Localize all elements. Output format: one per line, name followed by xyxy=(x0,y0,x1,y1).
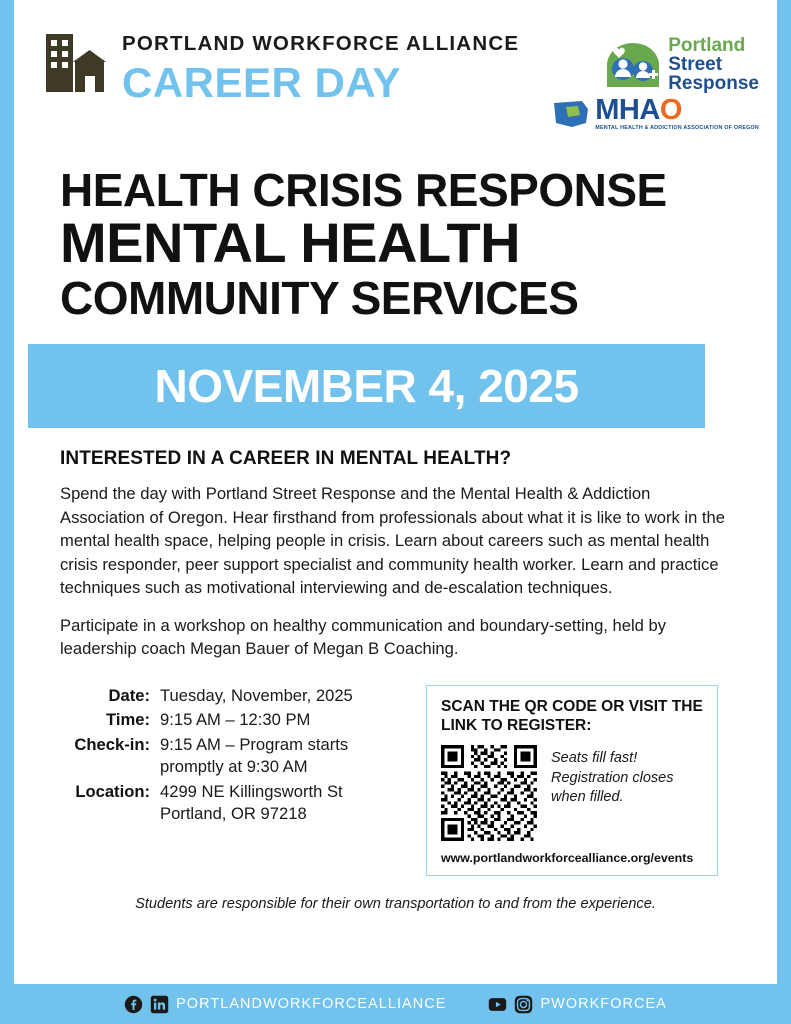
body-paragraph-2: Participate in a workshop on healthy communication and boundary-setting, held by leadership coach Megan Bauer of Megan B Coaching. xyxy=(60,615,667,659)
flyer-content xyxy=(14,0,777,1024)
psr-line3: Response xyxy=(668,73,759,94)
detail-label: Check-in: xyxy=(74,734,150,754)
registration-qr-card xyxy=(426,685,718,876)
detail-label: Time: xyxy=(106,710,150,730)
detail-value xyxy=(160,734,348,779)
headline-block xyxy=(14,140,777,324)
flyer-header xyxy=(14,0,777,140)
youtube-icon[interactable] xyxy=(488,995,507,1014)
portland-street-response-logo xyxy=(605,36,759,93)
social-footer xyxy=(0,984,791,1024)
partner-logos xyxy=(552,32,759,131)
mhao-acronym: MHAO xyxy=(595,94,682,127)
detail-value-text: 9:15 AM – Program starts xyxy=(160,734,349,754)
mhao-fullname: MENTAL HEALTH & ADDICTION ASSOCIATION OF OREGON xyxy=(595,124,759,131)
body-copy xyxy=(14,428,777,661)
footer-handle-1[interactable]: PORTLANDWORKFORCEALLIANCE xyxy=(176,996,447,1012)
oregon-state-icon xyxy=(552,97,590,131)
detail-value-text: Tuesday, November, 2025 xyxy=(160,686,353,705)
mhao-wordmark xyxy=(595,94,759,131)
detail-row-checkin xyxy=(68,734,412,779)
detail-row-location xyxy=(68,781,412,826)
detail-value xyxy=(160,781,343,826)
psr-mark-icon xyxy=(605,41,661,89)
qr-card-body xyxy=(441,745,705,841)
detail-label: Date: xyxy=(108,686,150,705)
registration-url[interactable]: www.portlandworkforcealliance.org/events xyxy=(441,851,694,866)
headline-line-3: COMMUNITY SERVICES xyxy=(60,271,579,324)
detail-value xyxy=(160,685,353,707)
psr-wordmark xyxy=(668,36,759,93)
instagram-icon[interactable] xyxy=(514,995,533,1014)
qr-code-icon[interactable] xyxy=(441,745,537,841)
body-subheading: INTERESTED IN A CAREER IN MENTAL HEALTH? xyxy=(60,448,512,470)
detail-value-text-2: Portland, OR 97218 xyxy=(160,803,307,823)
event-date: NOVEMBER 4, 2025 xyxy=(154,360,579,413)
footer-handle-2[interactable]: PWORKFORCEA xyxy=(540,996,667,1012)
footer-group-2 xyxy=(488,995,666,1014)
event-details-list xyxy=(60,685,412,827)
headline-line-1: HEALTH CRISIS RESPONSE xyxy=(60,164,667,216)
detail-row-date xyxy=(68,685,412,707)
body-paragraph-1: Spend the day with Portland Street Response and the Mental Health & Addiction Association of Oregon. Hear firsthand from professionals about what it is like to work in the mental health space, helping people in crisis. Learn about careers such as mental health crisis responder, peer support specialist and community health worker. Learn and practice techniques such as motivational interviewing and de-escalation techniques. xyxy=(60,484,725,598)
brand-text xyxy=(122,32,519,105)
psr-line1: Portland xyxy=(668,35,746,56)
detail-value-text-2: promptly at 9:30 AM xyxy=(160,757,308,777)
footer-group-1 xyxy=(124,995,446,1014)
mhao-oregon-logo xyxy=(552,94,759,131)
detail-value-text: 9:15 AM – 12:30 PM xyxy=(160,710,311,730)
transportation-footnote: Students are responsible for their own transportation to and from the experience. xyxy=(135,896,656,913)
psr-line2: Street xyxy=(668,54,723,75)
facebook-icon[interactable] xyxy=(124,995,143,1014)
detail-row-time xyxy=(68,709,412,731)
brand-block xyxy=(44,32,519,105)
date-banner xyxy=(28,344,705,428)
right-accent-bar xyxy=(777,0,791,1024)
detail-value-text: 4299 NE Killingsworth St xyxy=(160,781,343,801)
qr-card-note: Seats fill fast! Registration closes when filled. xyxy=(551,750,674,806)
headline-line-2: MENTAL HEALTH xyxy=(60,211,521,275)
detail-label: Location: xyxy=(75,781,150,801)
info-row xyxy=(14,675,777,876)
detail-value xyxy=(160,709,310,731)
linkedin-icon[interactable] xyxy=(150,995,169,1014)
event-name: CAREER DAY xyxy=(122,58,401,106)
left-accent-bar xyxy=(0,0,14,1024)
building-icon xyxy=(44,32,106,94)
qr-card-title: SCAN THE QR CODE OR VISIT THE LINK TO REGISTER: xyxy=(441,698,703,734)
organization-name: PORTLAND WORKFORCE ALLIANCE xyxy=(122,32,520,55)
